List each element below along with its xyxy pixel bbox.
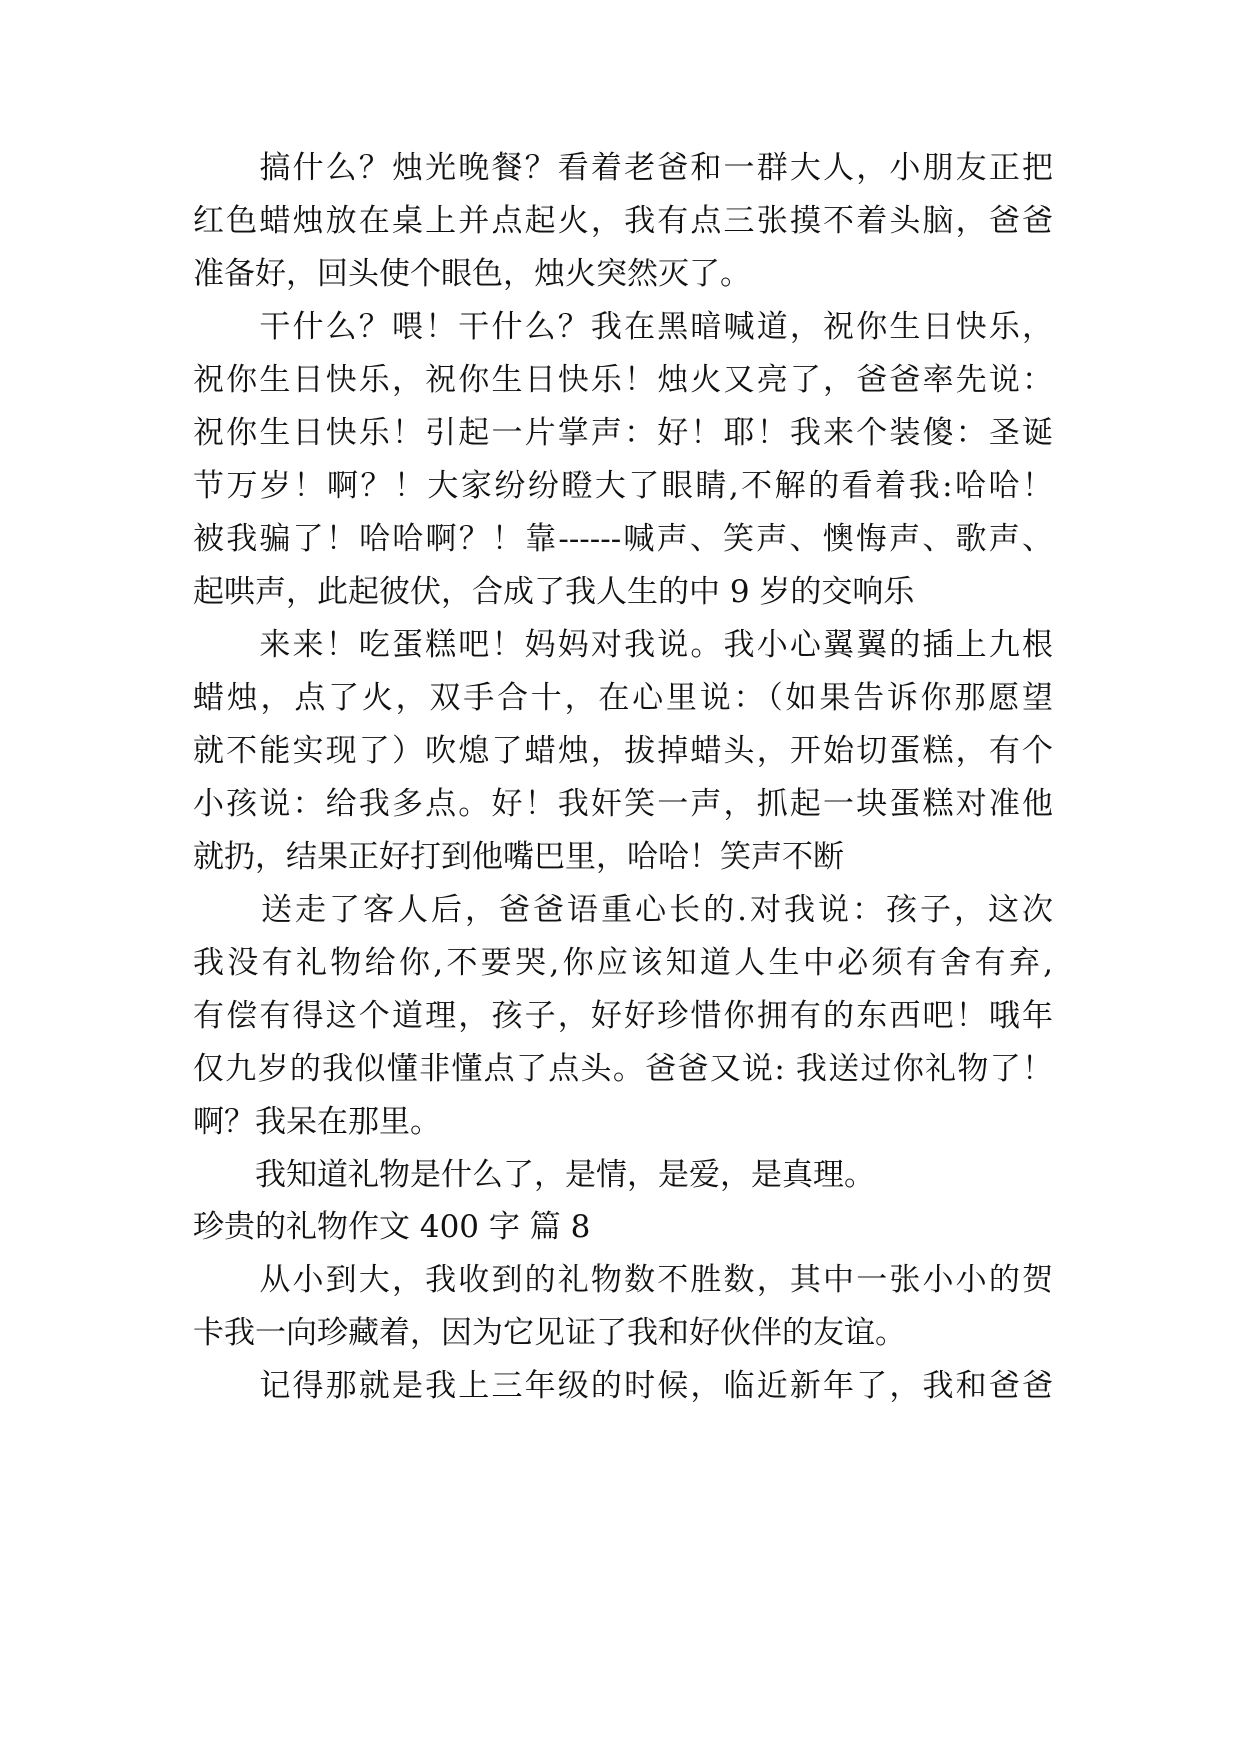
text-line: 祝你生日快乐！引起一片掌声：好！耶！我来个装傻：圣诞: [193, 415, 1053, 451]
text-line: 红色蜡烛放在桌上并点起火，我有点三张摸不着头脑，爸爸: [193, 203, 1053, 239]
text-line: 准备好，回头使个眼色，烛火突然灭了。: [193, 256, 751, 292]
text-line: 我没有礼物给你,不要哭,你应该知道人生中必须有舍有弃,: [193, 945, 1053, 981]
text-line: 蜡烛，点了火，双手合十，在心里说：（如果告诉你那愿望: [193, 680, 1053, 716]
text-line: 就不能实现了）吹熄了蜡烛，拔掉蜡头，开始切蛋糕，有个: [193, 733, 1053, 769]
text-line: 干什么？喂！干什么？我在黑暗喊道，祝你生日快乐，: [193, 309, 1053, 345]
text-line: 仅九岁的我似懂非懂点了点头。爸爸又说: 我送过你礼物了！: [193, 1051, 1053, 1087]
text-line: 有偿有得这个道理，孩子，好好珍惜你拥有的东西吧！哦年: [193, 998, 1053, 1034]
text-line: 被我骗了！哈哈啊？！靠------喊声、笑声、懊悔声、歌声、: [193, 521, 1053, 557]
text-line: 卡我一向珍藏着，因为它见证了我和好伙伴的友谊。: [193, 1315, 906, 1351]
text-line: 祝你生日快乐，祝你生日快乐！烛火又亮了，爸爸率先说：: [193, 362, 1053, 398]
text-line: 就扔，结果正好打到他嘴巴里，哈哈！笑声不断: [193, 839, 844, 875]
section-heading: 珍贵的礼物作文 400 字 篇 8: [193, 1209, 591, 1245]
text-line: 搞什么？烛光晚餐？看着老爸和一群大人，小朋友正把: [193, 150, 1053, 186]
text-line: 来来！吃蛋糕吧！妈妈对我说。我小心翼翼的插上九根: [193, 627, 1053, 663]
text-line: 小孩说：给我多点。好！我奸笑一声，抓起一块蛋糕对准他: [193, 786, 1053, 822]
text-line: 我知道礼物是什么了，是情，是爱，是真理。: [193, 1157, 875, 1193]
text-line: 从小到大，我收到的礼物数不胜数，其中一张小小的贺: [193, 1262, 1053, 1298]
text-line: 啊？我呆在那里。: [193, 1104, 441, 1140]
text-line: 节万岁！啊？！大家纷纷瞪大了眼睛,不解的看着我:哈哈！: [193, 468, 1053, 504]
text-line: 记得那就是我上三年级的时候，临近新年了，我和爸爸: [193, 1368, 1053, 1404]
text-line: 送走了客人后，爸爸语重心长的.对我说：孩子，这次: [193, 892, 1053, 928]
text-line: 起哄声，此起彼伏，合成了我人生的中 9 岁的交响乐: [193, 574, 915, 610]
